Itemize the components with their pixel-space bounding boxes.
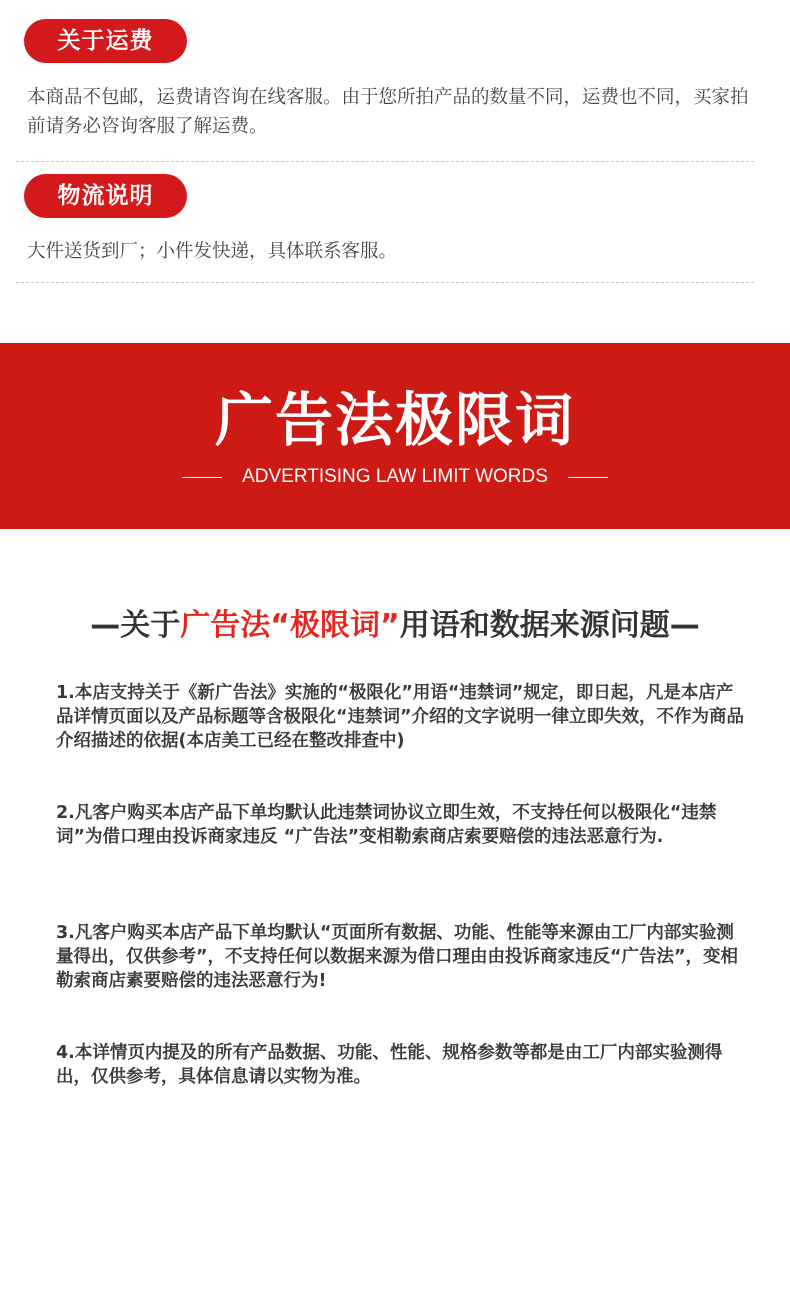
shipping-text: 本商品不包邮，运费请咨询在线客服。由于您所拍产品的数量不同，运费也不同，买家拍前请务必咨询客服了解运费。 xyxy=(27,87,749,137)
divider xyxy=(16,161,754,162)
banner-title: 广告法极限词 xyxy=(214,386,575,454)
notice-item-3: 3.凡客户购买本店产品下单均默认“页面所有数据、功能、性能等来源由工厂内部实验测量得出，仅供参考”，不支持任何以数据来源为借口理由由投诉商家违反“广告法”，变相勒索商店素要赔偿的违法恶意行为! xyxy=(56,923,739,991)
heading-suffix: 用语和数据来源问题— xyxy=(399,608,700,643)
notice-item-1: 1.本店支持关于《新广告法》实施的“极限化”用语“违禁词”规定，即日起，凡是本店产品详情页面以及产品标题等含极限化“违禁词”介绍的文字说明一律立即失效，不作为商品介绍描述的依据(本店美工已经在整改排查中) xyxy=(56,683,744,751)
divider xyxy=(16,282,754,283)
logistics-label: 物流说明 xyxy=(24,174,187,218)
heading-highlight: 广告法“极限词” xyxy=(180,608,400,643)
notice-item-2: 2.凡客户购买本店产品下单均默认此违禁词协议立即生效，不支持任何以极限化“违禁词”为借口理由投诉商家违反 “广告法”变相勒索商店索要赔偿的违法恶意行为. xyxy=(56,803,717,847)
heading-prefix: —关于 xyxy=(90,608,181,643)
notice-item-4: 4.本详情页内提及的所有产品数据、功能、性能、规格参数等都是由工厂内部实验测得出，仅供参考，具体信息请以实物为准。 xyxy=(56,1043,723,1087)
shipping-label: 关于运费 xyxy=(24,19,187,63)
banner-line-right xyxy=(568,477,608,478)
banner-subtitle: ADVERTISING LAW LIMIT WORDS xyxy=(242,466,548,487)
logistics-text: 大件送货到厂；小件发快递，具体联系客服。 xyxy=(27,241,398,262)
section-heading xyxy=(0,605,790,647)
banner xyxy=(0,343,790,529)
